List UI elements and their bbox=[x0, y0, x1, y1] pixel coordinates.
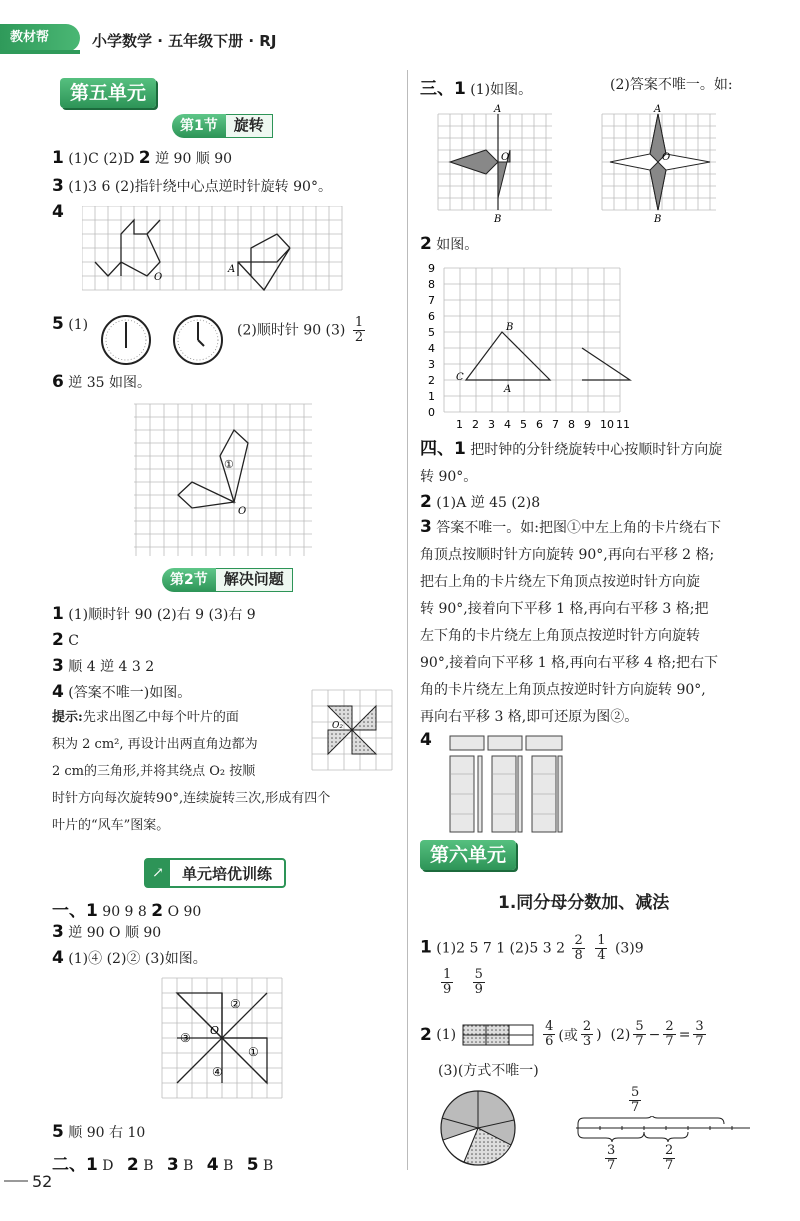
section-badge-rotation bbox=[172, 114, 273, 138]
q-number: 4 bbox=[420, 730, 432, 750]
train-answer-q4 bbox=[52, 948, 207, 968]
numerator: 3 bbox=[607, 1143, 616, 1158]
answer-text: 顺 4 逆 4 3 2 bbox=[68, 659, 155, 675]
x-tick-label: 9 bbox=[584, 418, 591, 431]
train-answer-q1 bbox=[52, 896, 201, 921]
section-name: 解决问题 bbox=[216, 568, 293, 592]
q-number: 3 bbox=[52, 656, 64, 676]
denominator: 2 bbox=[354, 330, 364, 345]
train-answer-q5 bbox=[52, 1122, 145, 1142]
point-label-c: C bbox=[456, 372, 464, 383]
numerator: 2 bbox=[574, 933, 583, 948]
point-label-o2: O₂ bbox=[332, 721, 343, 731]
answer-text: ) bbox=[596, 1026, 602, 1043]
answer-text: 顺 90 右 10 bbox=[68, 1125, 146, 1141]
x-tick-label: 11 bbox=[616, 418, 630, 431]
answer-text: B bbox=[223, 1158, 234, 1174]
brand-underline bbox=[0, 50, 80, 54]
q-number: 2 bbox=[52, 630, 64, 650]
axis-label-a: A bbox=[654, 104, 662, 115]
x-tick-label: 1 bbox=[456, 418, 463, 431]
region-label-2: ② bbox=[230, 997, 241, 1011]
clock-icon-1 bbox=[100, 314, 152, 366]
unit-banner-6: 第六单元 bbox=[420, 840, 516, 870]
q-number: 5 bbox=[246, 1155, 259, 1175]
x-tick-label: 5 bbox=[520, 418, 527, 431]
fraction bbox=[581, 1020, 593, 1049]
answer-text: (3)9 bbox=[614, 940, 644, 957]
answer-text: 答案不唯一。如:把图①中左上角的卡片绕右下 bbox=[436, 520, 722, 536]
brace-bottom-fraction-1 bbox=[602, 1144, 620, 1173]
answer-text: 把时钟的分针绕旋转中心按顺时针方向旋 bbox=[470, 442, 723, 458]
denominator: 7 bbox=[665, 1034, 674, 1049]
region-label-4: ④ bbox=[212, 1065, 223, 1079]
fraction bbox=[629, 1086, 641, 1115]
q-number: 2 bbox=[420, 1024, 432, 1045]
column-divider bbox=[407, 70, 408, 1170]
answer-text: (1)顺时针 90 (2)右 9 (3)右 9 bbox=[68, 607, 256, 623]
q-number: 2 bbox=[420, 492, 432, 512]
brace-top-fraction bbox=[626, 1086, 644, 1115]
section-badge-solve bbox=[162, 568, 293, 592]
hint-line: 叶片的“风车”图案。 bbox=[52, 818, 170, 833]
y-tick-label: 0 bbox=[428, 406, 435, 419]
windmill-figure bbox=[310, 688, 394, 772]
fraction-bar-figure bbox=[462, 1024, 534, 1046]
y-tick-label: 5 bbox=[428, 326, 435, 339]
numerator: 2 bbox=[665, 1143, 674, 1158]
point-label-o: O bbox=[210, 1024, 220, 1037]
hint-line: 先求出图乙中每个叶片的面 bbox=[82, 710, 239, 725]
answer-text: (2) bbox=[610, 1026, 631, 1043]
denominator: 8 bbox=[574, 948, 583, 963]
coordinate-grid-figure bbox=[424, 260, 654, 432]
numerator: 2 bbox=[582, 1019, 592, 1034]
denominator: 7 bbox=[631, 1100, 640, 1115]
fraction bbox=[663, 1020, 675, 1049]
q4-cross-figure bbox=[160, 976, 284, 1100]
y-tick-label: 4 bbox=[428, 342, 435, 355]
pie-figure bbox=[438, 1088, 518, 1168]
answer-q4 bbox=[52, 202, 64, 222]
numerator: 1 bbox=[597, 933, 606, 948]
section-name: 旋转 bbox=[226, 114, 273, 138]
answer-text: O 90 bbox=[167, 904, 202, 920]
q-number: 1 bbox=[52, 148, 64, 168]
q-number: 3 bbox=[52, 922, 64, 942]
page-number: 52 bbox=[32, 1172, 53, 1191]
answer-text: (2)顺时针 90 (3) bbox=[237, 322, 346, 339]
operator: − bbox=[648, 1026, 661, 1043]
numerator: 2 bbox=[665, 1019, 674, 1034]
answer-text: 把右上角的卡片绕左下角顶点按逆时针方向旋 bbox=[420, 574, 700, 590]
x-tick-label: 7 bbox=[552, 418, 559, 431]
q-number: 3 bbox=[52, 176, 64, 196]
x-tick-label: 4 bbox=[504, 418, 511, 431]
numerator: 5 bbox=[631, 1085, 640, 1100]
axis-label-b: B bbox=[494, 214, 502, 225]
answer-text: D bbox=[102, 1158, 114, 1174]
lesson-title: 1.同分母分数加、减法 bbox=[498, 893, 670, 913]
hint-block bbox=[52, 704, 331, 839]
answer-text: (1)2 5 7 1 (2)5 3 2 bbox=[436, 940, 566, 957]
answer-text: 90 9 8 bbox=[102, 904, 152, 920]
answer-text: (答案不唯一)如图。 bbox=[68, 685, 192, 701]
answer-text: 角顶点按顺时针方向旋转 90°,再向右平移 2 格; bbox=[420, 547, 715, 563]
answer-text: (1)3 6 (2)指针绕中心点逆时针旋转 90°。 bbox=[68, 179, 332, 195]
answer-text: B bbox=[143, 1158, 154, 1174]
denominator: 6 bbox=[545, 1034, 554, 1049]
q-number: 6 bbox=[52, 372, 64, 392]
answer-text: (1)C (2)D bbox=[68, 151, 139, 167]
clock-icon-2 bbox=[172, 314, 224, 366]
fraction bbox=[543, 1020, 555, 1049]
section-label: 二、 bbox=[52, 1155, 86, 1175]
r-answer-q1 bbox=[420, 74, 532, 99]
q-number: 1 bbox=[454, 79, 466, 99]
trend-icon: ↗ bbox=[146, 860, 170, 886]
point-label-a: A bbox=[228, 264, 236, 275]
hint-line: 2 cm的三角形,并将其绕点 O₂ 按顺 bbox=[52, 764, 256, 779]
denominator: 3 bbox=[582, 1034, 592, 1049]
y-tick-label: 1 bbox=[428, 390, 435, 403]
s4-answer-q3 bbox=[420, 514, 780, 731]
s2-answer-q3 bbox=[52, 656, 154, 676]
answer-text: 角的卡片绕左上角顶点按逆时针方向旋转 90°, bbox=[420, 682, 706, 698]
answer-text: (或 bbox=[558, 1027, 578, 1044]
y-tick-label: 7 bbox=[428, 294, 435, 307]
section-number: 第1节 bbox=[172, 114, 226, 138]
axis-label-b: B bbox=[654, 214, 662, 225]
s2-answer-q2 bbox=[52, 630, 79, 650]
answer-text: (3)(方式不唯一) bbox=[438, 1063, 539, 1079]
answer-text: B bbox=[263, 1158, 274, 1174]
operator: = bbox=[678, 1026, 691, 1043]
region-label-3: ③ bbox=[180, 1031, 191, 1045]
card-puzzle-figure bbox=[448, 734, 568, 836]
q-number: 2 bbox=[420, 234, 432, 254]
answer-text: (1) bbox=[68, 317, 89, 333]
point-label-o: O bbox=[238, 506, 247, 517]
point-label-o: O bbox=[662, 152, 671, 163]
q-number: 1 bbox=[86, 1155, 98, 1175]
x-tick-label: 8 bbox=[568, 418, 575, 431]
page-header bbox=[0, 0, 800, 70]
u6-answer-q2 bbox=[420, 1020, 709, 1049]
q-number: 5 bbox=[52, 314, 64, 334]
section-label: 一、 bbox=[52, 901, 86, 921]
answer-text: 逆 90 O 顺 90 bbox=[68, 925, 162, 941]
numerator: 5 bbox=[474, 967, 483, 982]
fraction bbox=[353, 316, 365, 345]
unit-banner: 第五单元 bbox=[60, 78, 156, 108]
section-number: 第2节 bbox=[162, 568, 216, 592]
hint-label: 提示: bbox=[52, 710, 83, 725]
answer-text: 逆 90 顺 90 bbox=[155, 151, 233, 167]
numerator: 3 bbox=[695, 1019, 704, 1034]
q-number: 5 bbox=[52, 1122, 64, 1142]
axis-label-a: A bbox=[494, 104, 502, 115]
u6-answer-q1 bbox=[420, 934, 644, 963]
answer-text: (1)④ (2)② (3)如图。 bbox=[68, 951, 207, 967]
q-number: 4 bbox=[52, 682, 64, 702]
s2-answer-q4 bbox=[52, 682, 191, 702]
answer-q6 bbox=[52, 372, 151, 392]
answer-text: 90°,接着向下平移 1 格,再向右平移 4 格;把右下 bbox=[420, 655, 719, 671]
answer-text: (1)A 逆 45 (2)8 bbox=[436, 495, 541, 511]
r-answer-q2 bbox=[420, 234, 478, 254]
denominator: 7 bbox=[665, 1158, 674, 1173]
x-tick-label: 3 bbox=[488, 418, 495, 431]
brace-bottom-fraction-2 bbox=[660, 1144, 678, 1173]
answer-text: (1)如图。 bbox=[470, 82, 533, 98]
q-number: 3 bbox=[420, 517, 432, 537]
page-footer-mark bbox=[4, 1180, 28, 1182]
denominator: 9 bbox=[443, 982, 452, 997]
numerator: 1 bbox=[443, 967, 452, 982]
fraction bbox=[595, 934, 607, 963]
section-label: 三、 bbox=[420, 79, 454, 99]
s2-answer-q1 bbox=[52, 604, 256, 624]
train-choice-answers bbox=[52, 1150, 273, 1175]
answer-text: 再向右平移 3 格,即可还原为图②。 bbox=[420, 709, 639, 725]
fraction bbox=[572, 934, 584, 963]
fraction bbox=[633, 1020, 645, 1049]
q-number: 2 bbox=[151, 901, 164, 921]
r1-figure-1 bbox=[436, 102, 556, 226]
y-tick-label: 3 bbox=[428, 358, 435, 371]
denominator: 7 bbox=[607, 1158, 616, 1173]
train-answer-q3 bbox=[52, 922, 161, 942]
point-label-o: O bbox=[501, 152, 510, 163]
q-number: 2 bbox=[126, 1155, 139, 1175]
hint-line: 积为 2 cm², 再设计出两直角边都为 bbox=[52, 737, 258, 752]
u6-answer-q3 bbox=[438, 1060, 539, 1080]
x-tick-label: 6 bbox=[536, 418, 543, 431]
q-number: 3 bbox=[166, 1155, 179, 1175]
s4-answer-q4 bbox=[420, 730, 432, 750]
answer-q5 bbox=[52, 314, 88, 334]
point-label-a: A bbox=[504, 384, 512, 395]
denominator: 4 bbox=[597, 948, 606, 963]
q-number: 1 bbox=[86, 901, 98, 921]
q-number: 2 bbox=[138, 148, 151, 168]
u6-answer-q1-cont bbox=[438, 968, 488, 997]
numerator: 4 bbox=[545, 1019, 554, 1034]
fraction bbox=[693, 1020, 705, 1049]
numerator: 5 bbox=[635, 1019, 644, 1034]
point-label-o: O bbox=[154, 272, 163, 283]
hint-line: 时针方向每次旋转90°,连续旋转三次,形成有四个 bbox=[52, 791, 331, 806]
answer-text: (2)答案不唯一。如: bbox=[610, 77, 733, 93]
answer-q3 bbox=[52, 176, 332, 196]
q4-grid-figure bbox=[82, 206, 344, 292]
answer-text: (1) bbox=[436, 1026, 457, 1043]
region-label-1: ① bbox=[248, 1045, 259, 1059]
q-number: 1 bbox=[52, 604, 64, 624]
point-label-b: B bbox=[506, 322, 514, 333]
fraction bbox=[663, 1144, 675, 1173]
fraction bbox=[605, 1144, 617, 1173]
section-label: 四、 bbox=[420, 439, 454, 459]
s4-answer-q2 bbox=[420, 492, 540, 512]
unit-training-badge bbox=[144, 858, 286, 888]
fraction bbox=[441, 968, 453, 997]
answer-q1 bbox=[52, 148, 232, 168]
q-number: 4 bbox=[206, 1155, 219, 1175]
q-number: 4 bbox=[52, 202, 64, 222]
x-tick-label: 2 bbox=[472, 418, 479, 431]
q6-grid-figure bbox=[134, 402, 314, 558]
answer-text: 转 90°。 bbox=[420, 469, 478, 485]
answer-text: B bbox=[183, 1158, 194, 1174]
y-tick-label: 8 bbox=[428, 278, 435, 291]
book-title: 小学数学 · 五年级下册 · RJ bbox=[92, 32, 277, 50]
r-answer-q1-part2 bbox=[610, 74, 733, 94]
number-line-figure bbox=[574, 1116, 754, 1142]
training-title: 单元培优训练 bbox=[182, 864, 273, 883]
r1-figure-2 bbox=[600, 102, 720, 226]
s4-answer-q1 bbox=[420, 436, 776, 491]
answer-text: 转 90°,接着向下平移 1 格,再向右平移 3 格;把 bbox=[420, 601, 709, 617]
q-number: 1 bbox=[420, 937, 432, 958]
denominator: 7 bbox=[695, 1034, 704, 1049]
denominator: 9 bbox=[474, 982, 483, 997]
answer-q5-rest bbox=[237, 316, 368, 345]
answer-text: C bbox=[68, 633, 80, 649]
answer-text: 逆 35 如图。 bbox=[68, 375, 152, 391]
y-tick-label: 6 bbox=[428, 310, 435, 323]
answer-text: 如图。 bbox=[436, 237, 479, 253]
numerator: 1 bbox=[354, 315, 364, 330]
y-tick-label: 2 bbox=[428, 374, 435, 387]
q-number: 4 bbox=[52, 948, 64, 968]
figure-label-1: ① bbox=[224, 458, 234, 471]
x-tick-label: 10 bbox=[600, 418, 614, 431]
brand-logo: 教材帮 bbox=[0, 24, 80, 52]
denominator: 7 bbox=[635, 1034, 644, 1049]
answer-text: 左下角的卡片绕左上角顶点按逆时针方向旋转 bbox=[420, 628, 700, 644]
fraction bbox=[473, 968, 485, 997]
y-tick-label: 9 bbox=[428, 262, 435, 275]
q-number: 1 bbox=[454, 439, 466, 459]
